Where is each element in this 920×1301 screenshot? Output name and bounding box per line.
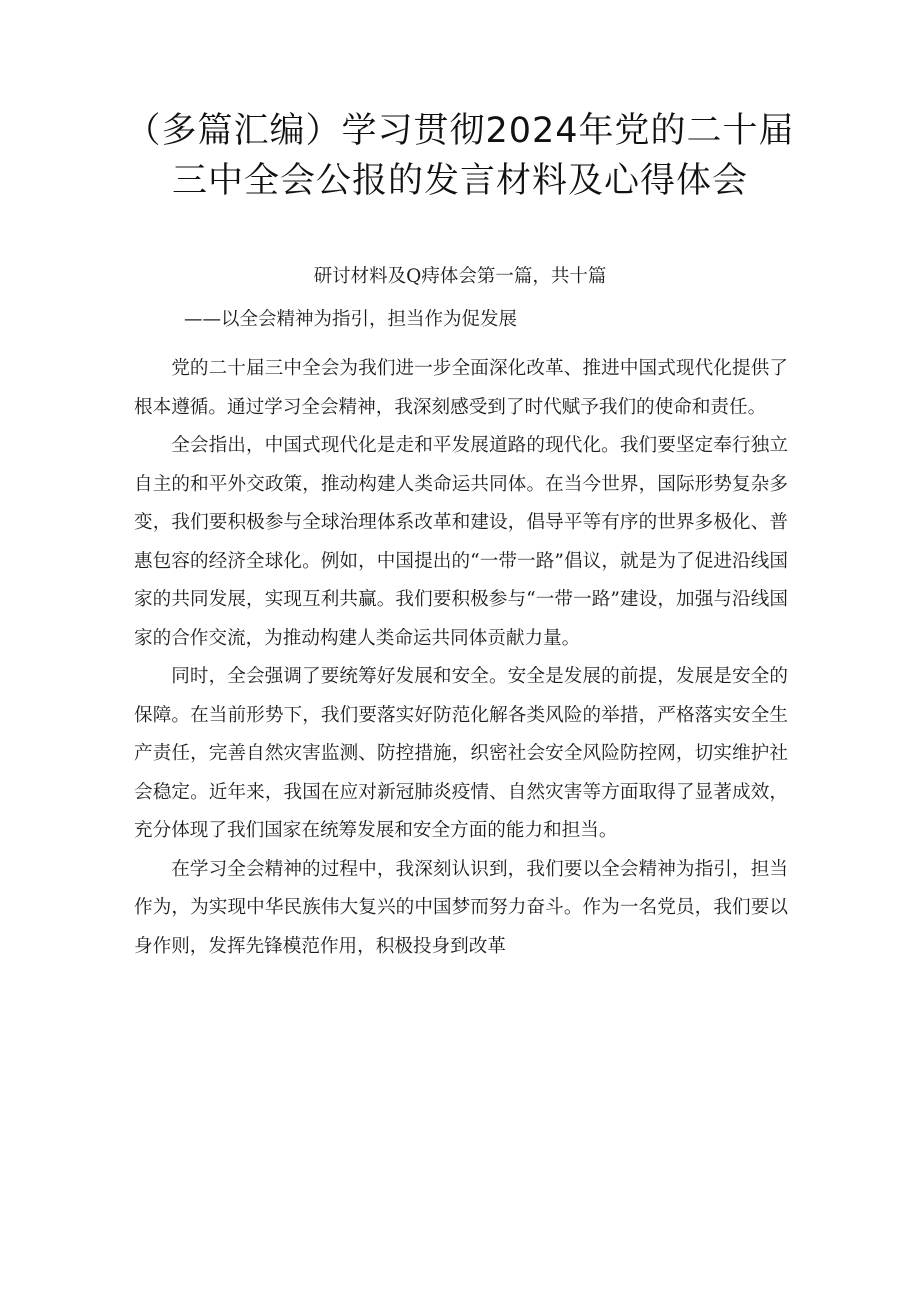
body-paragraph: 同时，全会强调了要统筹好发展和安全。安全是发展的前提，发展是安全的保障。在当前形势下，我们要落实好防范化解各类风险的举措，严格落实安全生产责任，完善自然灾害监测、防控措施，织密社会安全风险防控网，切实维护社会稳定。近年来，我国在应对新冠肺炎疫情、自然灾害等方面取得了显著成效，充分体现了我们国家在统筹发展和安全方面的能力和担当。 — [134, 666, 788, 841]
body-paragraph: 全会指出，中国式现代化是走和平发展道路的现代化。我们要坚定奉行独立自主的和平外交政策，推动构建人类命运共同体。在当今世界，国际形势复杂多变，我们要积极参与全球治理体系改革和建设，倡导平等有序的世界多极化、普惠包容的经济全球化。例如，中国提出的“一带一路”倡议，就是为了促进沿线国家的共同发展，实现互利共赢。我们要积极参与“一带一路”建设，加强与沿线国家的合作交流，为推动构建人类命运共同体贡献力量。 — [134, 435, 788, 649]
section-tagline: ——以全会精神为指引，担当作为促发展 — [184, 309, 518, 330]
body-paragraph: 在学习全会精神的过程中，我深刻认识到，我们要以全会精神为指引，担当作为，为实现中华民族伟大复兴的中国梦而努力奋斗。作为一名党员，我们要以身作则，发挥先锋模范作用，积极投身到改革 — [134, 858, 788, 957]
document-title-line-1: （多篇汇编）学习贯彻2024年党的二十届 — [125, 111, 795, 151]
section-subtitle: 研讨材料及Q痔体会第一篇，共十篇 — [313, 266, 607, 287]
document-body — [134, 350, 788, 966]
document-title-line-2: 三中全会公报的发言材料及心得体会 — [171, 161, 748, 201]
body-paragraph: 党的二十届三中全会为我们进一步全面深化改革、推进中国式现代化提供了根本遵循。通过学习全会精神，我深刻感受到了时代赋予我们的使命和责任。 — [134, 358, 788, 418]
